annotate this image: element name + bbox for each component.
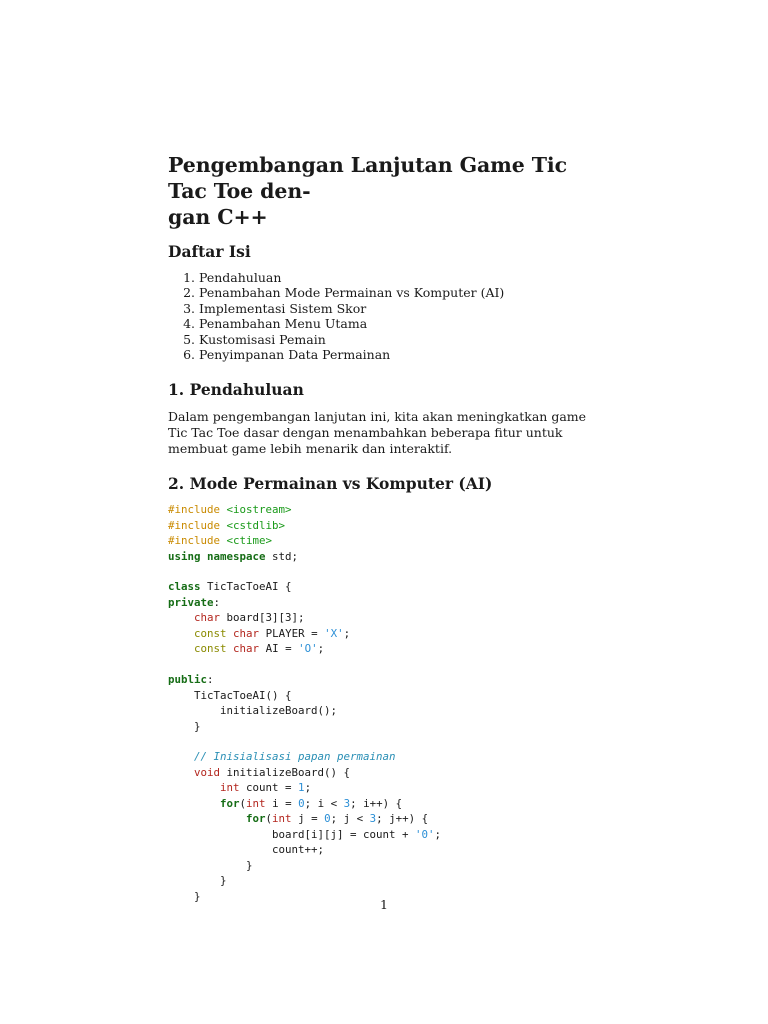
code-token: AI = xyxy=(259,642,299,656)
toc-item: 1. Pendahuluan xyxy=(199,270,600,285)
toc-item: 6. Penyimpanan Data Permainan xyxy=(199,347,600,362)
title-line-1: Pengembangan Lanjutan Game Tic Tac Toe den- xyxy=(168,153,567,203)
toc-heading: Daftar Isi xyxy=(168,242,251,261)
section-2-heading: 2. Mode Permainan vs Komputer (AI) xyxy=(168,474,493,494)
code-token: count++; xyxy=(272,843,325,857)
code-comment: // Inisialisasi papan permainan xyxy=(194,750,396,764)
code-token: '0' xyxy=(415,827,435,841)
code-token: public xyxy=(168,673,208,687)
code-token: int xyxy=(246,796,266,810)
code-token: <iostream> xyxy=(226,503,292,517)
code-token: 3 xyxy=(343,796,351,810)
section-1-paragraph: Dalam pengembangan lanjutan ini, kita akan meningkatkan game Tic Tac Toe dasar dengan menambahkan beberapa fitur untuk membuat game lebih menarik dan interaktif. xyxy=(168,409,587,456)
section-1-heading: 1. Pendahuluan xyxy=(168,380,304,400)
code-token: for xyxy=(246,812,266,826)
code-token: int xyxy=(220,781,240,795)
code-token: i = xyxy=(265,796,299,810)
code-token: char xyxy=(233,626,260,640)
code-token: 0 xyxy=(324,812,331,826)
code-token: char xyxy=(194,611,221,625)
code-token: initializeBoard() { xyxy=(220,765,351,779)
code-token: } xyxy=(194,719,201,733)
code-token: <cstdlib> xyxy=(226,518,286,532)
code-token: ; j++) { xyxy=(376,812,429,826)
code-token: j = xyxy=(291,812,325,826)
code-block: #include <iostream> #include <cstdlib> #include <ctime> using namespace std; class TicTacToeAI { private: char board[3][3]; const char PLAYER = 'X'; const char AI = 'O'; public: TicTacToeAI() { initializeBoard(); } // Inisialisasi papan permainan void initializeBoard() { int count = 1; for(int i = 0; i < 3; i++) { for(int j = 0; j < 3; j++) { board[i][j] = count + '0'; count++; } } } xyxy=(168,503,442,903)
code-token: } xyxy=(246,858,253,872)
code-token: board[3][3]; xyxy=(220,611,305,625)
code-token: #include xyxy=(168,503,221,517)
code-token: const xyxy=(194,642,227,656)
code-token: <ctime> xyxy=(226,534,273,548)
code-token: 'O' xyxy=(298,642,318,656)
code-token: } xyxy=(194,889,201,903)
code-token: private xyxy=(168,595,214,609)
page-number: 1 xyxy=(380,897,388,912)
code-token: 'X' xyxy=(324,626,344,640)
code-token: std; xyxy=(265,549,299,563)
code-token: count = xyxy=(239,781,299,795)
toc-list xyxy=(168,270,600,362)
code-token: #include xyxy=(168,534,221,548)
code-token: PLAYER = xyxy=(259,626,325,640)
code-token: const xyxy=(194,626,227,640)
document-title xyxy=(168,152,600,230)
code-token: } xyxy=(220,874,227,888)
code-token: class xyxy=(168,580,201,594)
code-token: ; i++) { xyxy=(350,796,403,810)
code-token: 1 xyxy=(298,781,305,795)
toc-item: 4. Penambahan Menu Utama xyxy=(199,316,600,331)
code-token: using xyxy=(168,549,201,563)
code-token: initializeBoard(); xyxy=(220,704,338,718)
code-token: ; i < xyxy=(304,796,344,810)
code-token: int xyxy=(272,812,292,826)
document-body xyxy=(168,152,600,904)
title-line-2: gan C++ xyxy=(168,205,268,229)
toc-item: 2. Penambahan Mode Permainan vs Komputer (AI) xyxy=(199,285,600,300)
code-token: for xyxy=(220,796,240,810)
code-token: ; j < xyxy=(330,812,370,826)
code-token: TicTacToeAI { xyxy=(200,580,292,594)
toc-item: 5. Kustomisasi Pemain xyxy=(199,332,600,347)
code-token: void xyxy=(194,765,221,779)
code-token: char xyxy=(233,642,260,656)
code-token: 3 xyxy=(369,812,377,826)
code-token: namespace xyxy=(207,549,266,563)
toc-item: 3. Implementasi Sistem Skor xyxy=(199,301,600,316)
code-token: 0 xyxy=(298,796,305,810)
code-token: board[i][j] = count + xyxy=(272,827,416,841)
code-token: TicTacToeAI() { xyxy=(194,688,292,702)
code-token: #include xyxy=(168,518,221,532)
